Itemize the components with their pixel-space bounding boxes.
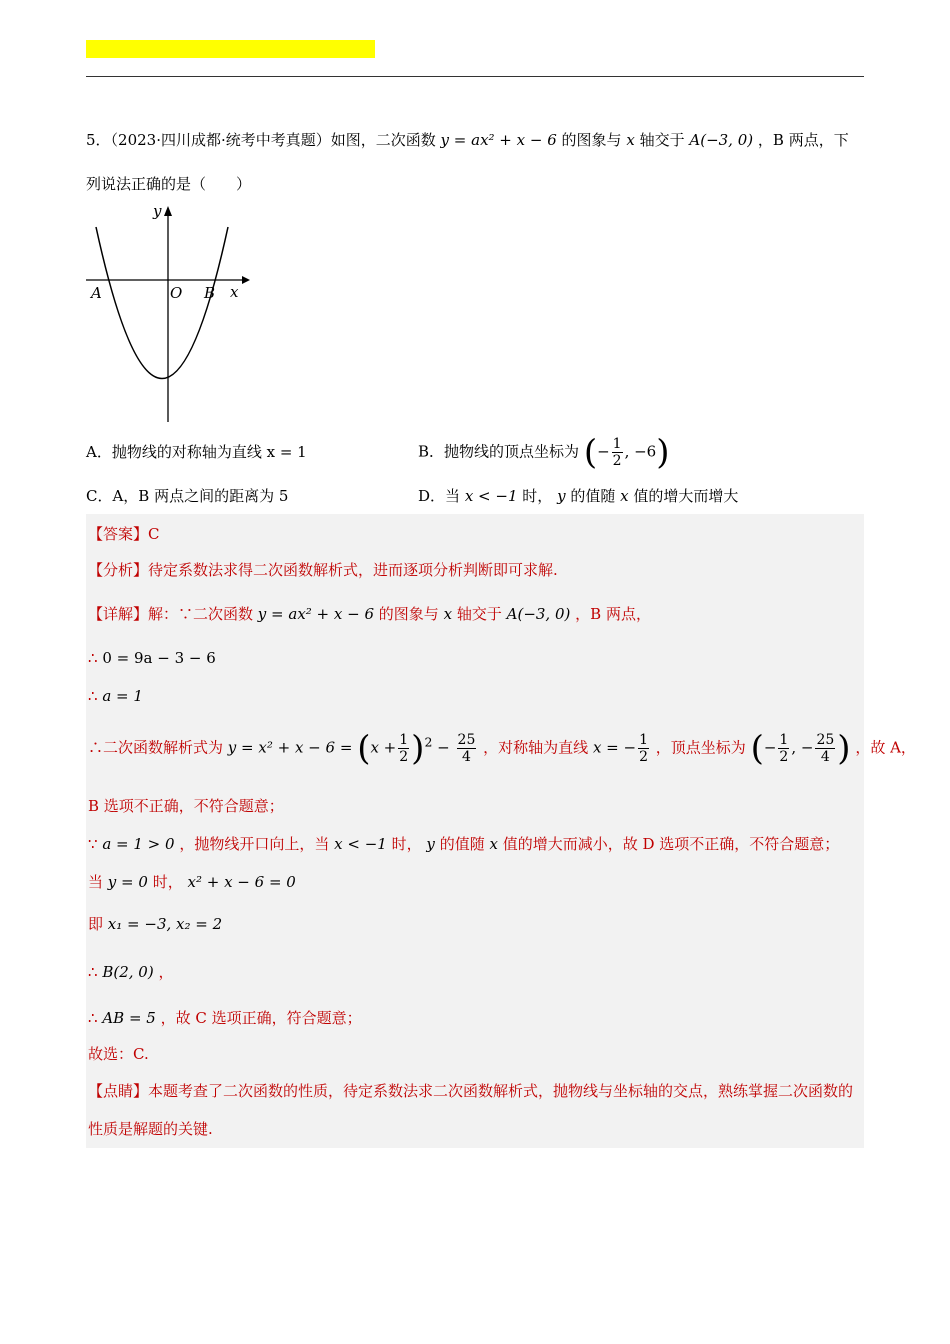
paren-open: (	[357, 728, 371, 769]
step-7-roots: x₁ = −3, x₂ = 2	[107, 915, 223, 933]
square-exponent: 2	[424, 734, 433, 750]
analysis-line: 【分析】待定系数法求得二次函数解析式，进而逐项分析判断即可求解.	[88, 561, 558, 579]
paren-open: (	[583, 432, 598, 473]
therefore-symbol: ∴	[88, 687, 98, 705]
step-1-equation: 0 = 9a − 3 − 6	[102, 649, 216, 667]
paren-close: )	[411, 728, 425, 769]
paren-close: )	[656, 432, 670, 473]
question-var-x: x	[626, 131, 635, 149]
question-text: 轴交于	[639, 131, 685, 149]
point-b: B(2, 0)	[102, 963, 154, 981]
step-1	[88, 648, 216, 668]
paren-open: (	[750, 728, 764, 769]
step-5-expression: a = 1 > 0	[102, 835, 175, 853]
parabola-figure	[86, 200, 256, 430]
fraction-half	[398, 732, 409, 765]
question-line-2: 列说法正确的是（ ）	[86, 175, 252, 193]
option-b	[418, 432, 670, 473]
option-d-y: y	[557, 487, 566, 505]
step-4: B 选项不正确，不符合题意；	[88, 797, 284, 815]
fraction-25-4	[457, 732, 477, 765]
paren-close: )	[837, 728, 851, 769]
option-d-x: x	[620, 487, 629, 505]
separator: , −	[791, 738, 814, 757]
frac-num: 1	[779, 732, 789, 748]
y-axis-arrow	[164, 206, 172, 216]
step-7-text: 即	[88, 915, 104, 933]
detail-text: 【详解】解：∵二次函数	[88, 605, 254, 623]
option-b-fraction	[612, 436, 623, 469]
step-3-text: ，故 A，	[855, 738, 916, 757]
answer-line: 【答案】C	[88, 525, 160, 543]
step-9-text: ，故 C 选项正确，符合题意；	[160, 1009, 362, 1027]
frac-den: 2	[779, 749, 789, 765]
step-3-x: x +	[370, 738, 397, 757]
option-c: C．A，B 两点之间的距离为 5	[86, 487, 289, 505]
point-label-b: B	[204, 284, 216, 302]
frac-num: 1	[639, 732, 648, 748]
step-8-text: ，	[158, 963, 174, 981]
fraction-25-4	[815, 732, 835, 765]
step-3-text: ，对称轴为直线	[483, 738, 589, 757]
detail-line	[88, 604, 651, 624]
step-6	[88, 872, 296, 892]
step-2-equation: a = 1	[102, 687, 143, 705]
frac-den: 4	[820, 749, 830, 765]
step-5-text: 时，	[391, 835, 422, 853]
fraction-half	[778, 732, 789, 765]
step-7	[88, 914, 222, 934]
because-symbol: ∵	[88, 835, 98, 853]
option-d-condition: x < −1	[464, 487, 518, 505]
comment-block: 【点睛】本题考查了二次函数的性质，待定系数法求二次函数解析式，抛物线与坐标轴的交点，熟练掌握二次函数的性质是解题的关键.	[88, 1082, 854, 1138]
question-text: 的图象与	[561, 131, 622, 149]
step-3-text: ∴二次函数解析式为	[88, 738, 224, 757]
frac-num: 1	[612, 436, 622, 452]
axis-equation: x = −	[592, 738, 637, 757]
frac-den: 4	[461, 749, 471, 765]
distance-ab: AB = 5	[102, 1009, 156, 1027]
highlight-bar	[86, 40, 375, 58]
question-point-a: A(−3, 0)	[689, 131, 754, 149]
x-axis-arrow	[242, 276, 250, 284]
frac-den: 2	[639, 749, 648, 765]
step-3-expression: y = x² + x − 6 =	[227, 738, 353, 757]
question-source: 5．（2023·四川成都·统考中考真题）如图，二次函数	[86, 131, 436, 149]
choose-line: 故选：C.	[88, 1045, 149, 1063]
step-6-text: 时，	[152, 873, 183, 891]
question-text: ，B 两点，下	[757, 131, 849, 149]
detail-x: x	[443, 605, 453, 623]
step-9	[88, 1008, 362, 1028]
option-d-text: 时，	[522, 487, 553, 505]
detail-text: ，B 两点，	[575, 605, 651, 623]
minus-sign: −	[763, 738, 777, 757]
option-d-text: 值的增大而增大	[633, 487, 739, 505]
question-line-1	[86, 130, 849, 150]
detail-text: 轴交于	[456, 605, 502, 623]
option-b-neg: −	[597, 442, 610, 461]
frac-num: 25	[816, 732, 835, 748]
step-3	[88, 728, 916, 769]
step-8	[88, 962, 173, 982]
detail-function: y = ax² + x − 6	[257, 605, 375, 623]
question-function: y = ax² + x − 6	[440, 131, 557, 149]
option-d	[418, 486, 738, 506]
option-d-text: D．当	[418, 487, 461, 505]
step-5-text: 的值随	[439, 835, 485, 853]
fraction-half	[638, 732, 649, 765]
therefore-symbol: ∴	[88, 649, 98, 667]
detail-point-a: A(−3, 0)	[506, 605, 571, 623]
step-6-condition: y = 0	[107, 873, 148, 891]
axis-label-y: y	[153, 202, 162, 220]
option-b-text: B．抛物线的顶点坐标为	[418, 442, 580, 461]
step-5-condition: x < −1	[334, 835, 387, 853]
option-d-text: 的值随	[570, 487, 616, 505]
step-6-text: 当	[88, 873, 104, 891]
step-2	[88, 686, 143, 706]
frac-den: 2	[399, 749, 409, 765]
step-5-x: x	[489, 835, 498, 853]
minus-sign: −	[437, 738, 450, 757]
frac-num: 25	[457, 732, 476, 748]
header-rule	[86, 76, 864, 77]
therefore-symbol: ∴	[88, 1009, 98, 1027]
frac-den: 2	[612, 453, 622, 469]
option-b-rest: , −6	[624, 442, 657, 461]
point-label-a: A	[91, 284, 102, 302]
step-6-equation: x² + x − 6 = 0	[187, 873, 296, 891]
frac-num: 1	[399, 732, 409, 748]
step-5-text: ，抛物线开口向上，当	[179, 835, 330, 853]
detail-text: 的图象与	[378, 605, 439, 623]
axis-label-x: x	[230, 283, 239, 301]
parabola-curve	[96, 227, 228, 379]
step-5-text: 值的增大而减小，故 D 选项不正确，不符合题意；	[502, 835, 840, 853]
step-5-y: y	[426, 835, 435, 853]
step-3-text: ，顶点坐标为	[655, 738, 746, 757]
origin-label: O	[170, 284, 183, 302]
option-a: A．抛物线的对称轴为直线 x = 1	[86, 443, 307, 461]
therefore-symbol: ∴	[88, 963, 98, 981]
step-5	[88, 834, 839, 854]
